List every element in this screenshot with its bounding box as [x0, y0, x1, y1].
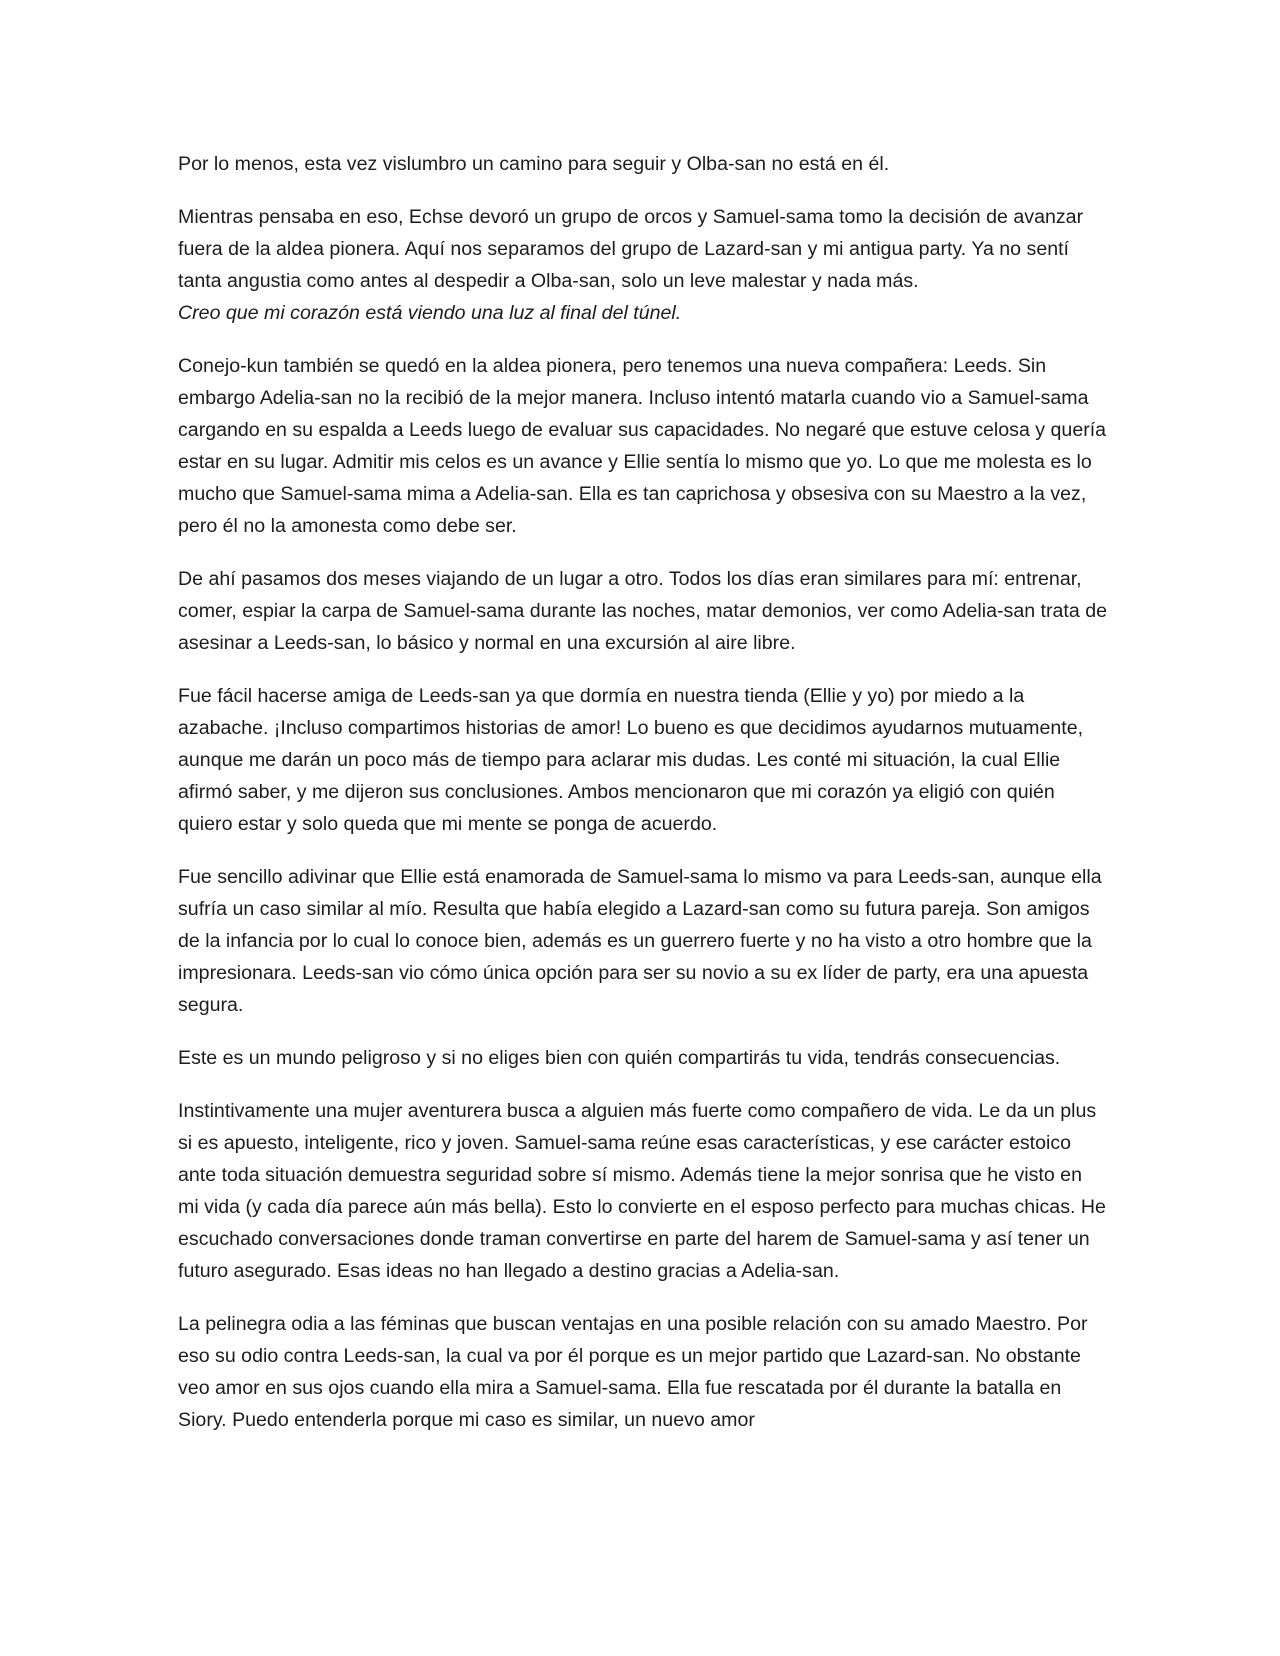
paragraph-2-text: Mientras pensaba en eso, Echse devoró un grupo de orcos y Samuel-sama tomo la decisión de avanzar fuera de la aldea pionera. Aquí nos separamos del grupo de Lazard-san y mi antigua party. Ya no sentí tanta angustia como antes al despedir a Olba-san, solo un leve malestar y nada más.: [178, 206, 1084, 292]
paragraph-2-italic-line: Creo que mi corazón está viendo una luz al final del túnel.: [178, 302, 682, 324]
document-body: [178, 148, 1108, 1457]
paragraph-8: Instintivamente una mujer aventurera busca a alguien más fuerte como compañero de vida. Le da un plus si es apuesto, inteligente, rico y joven. Samuel-sama reúne esas características, y ese carácter estoico ante toda situación demuestra seguridad sobre sí mismo. Además tiene la mejor sonrisa que he visto en mi vida (y cada día parece aún más bella). Esto lo convierte en el esposo perfecto para muchas chicas. He escuchado conversaciones donde traman convertirse en parte del harem de Samuel-sama y así tener un futuro asegurado. Esas ideas no han llegado a destino gracias a Adelia-san.: [178, 1100, 1106, 1282]
paragraph-3: Conejo-kun también se quedó en la aldea pionera, pero tenemos una nueva compañera: Leeds. Sin embargo Adelia-san no la recibió de la mejor manera. Incluso intentó matarla cuando vio a Samuel-sama cargando en su espalda a Leeds luego de evaluar sus capacidades. No negaré que estuve celosa y quería estar en su lugar. Admitir mis celos es un avance y Ellie sentía lo mismo que yo. Lo que me molesta es lo mucho que Samuel-sama mima a Adelia-san. Ella es tan caprichosa y obsesiva con su Maestro a la vez, pero él no la amonesta como debe ser.: [178, 355, 1107, 537]
paragraph-5: Fue fácil hacerse amiga de Leeds-san ya que dormía en nuestra tienda (Ellie y yo) por miedo a la azabache. ¡Incluso compartimos historias de amor! Lo bueno es que decidimos ayudarnos mutuamente, aunque me darán un poco más de tiempo para aclarar mis dudas. Les conté mi situación, la cual Ellie afirmó saber, y me dijeron sus conclusiones. Ambos mencionaron que mi corazón ya eligió con quién quiero estar y solo queda que mi mente se ponga de acuerdo.: [178, 685, 1084, 835]
paragraph-1: Por lo menos, esta vez vislumbro un camino para seguir y Olba-san no está en él.: [178, 153, 890, 175]
paragraph-7: Este es un mundo peligroso y si no eliges bien con quién compartirás tu vida, tendrás consecuencias.: [178, 1047, 1061, 1069]
paragraph-6: Fue sencillo adivinar que Ellie está enamorada de Samuel-sama lo mismo va para Leeds-san, aunque ella sufría un caso similar al mío. Resulta que había elegido a Lazard-san como su futura pareja. Son amigos de la infancia por lo cual lo conoce bien, además es un guerrero fuerte y no ha visto a otro hombre que la impresionara. Leeds-san vio cómo única opción para ser su novio a su ex líder de party, era una apuesta segura.: [178, 866, 1102, 1016]
paragraph-2: [178, 201, 1108, 329]
paragraph-4: De ahí pasamos dos meses viajando de un lugar a otro. Todos los días eran similares para mí: entrenar, comer, espiar la carpa de Samuel-sama durante las noches, matar demonios, ver como Adelia-san trata de asesinar a Leeds-san, lo básico y normal en una excursión al aire libre.: [178, 568, 1107, 654]
paragraph-9: La pelinegra odia a las féminas que buscan ventajas en una posible relación con su amado Maestro. Por eso su odio contra Leeds-san, la cual va por él porque es un mejor partido que Lazard-san. No obstante veo amor en sus ojos cuando ella mira a Samuel-sama. Ella fue rescatada por él durante la batalla en Siory. Puedo entenderla porque mi caso es similar, un nuevo amor: [178, 1313, 1088, 1431]
